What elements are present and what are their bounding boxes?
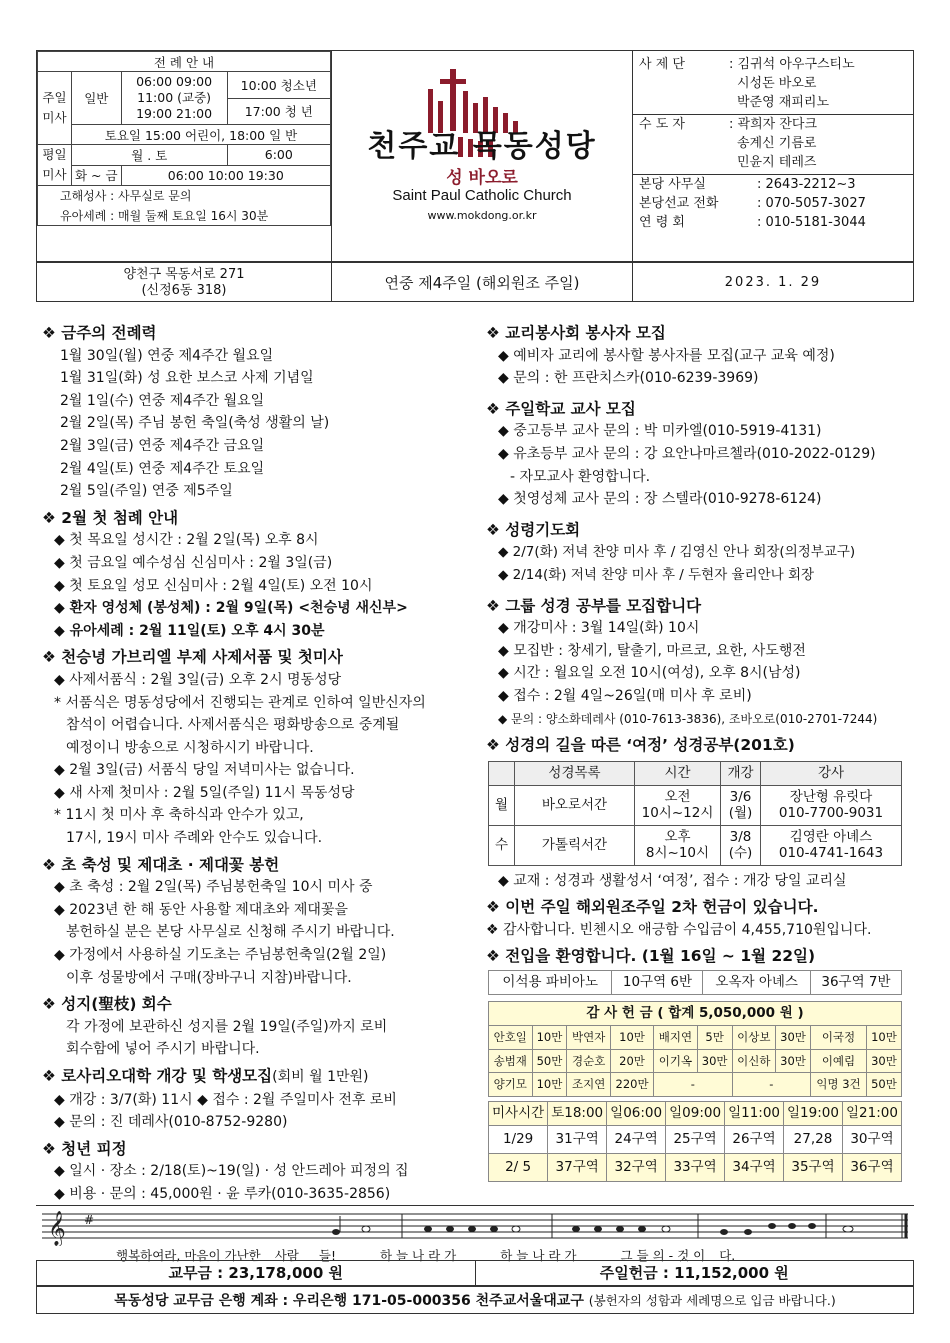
spirit-title: ❖ 성령기도회: [486, 520, 581, 539]
clergy-box: 사 제 단 : 김귀석 아우구스티노 시성돈 바오로 박준영 재피리노 수 도 자 : 곽희자 잔다크 송계신 기름로 민윤지 테레즈 본당 사무실 : 2643-2212~3 본당선교 전화 : 070-5057-3027 연 령 회 : 010-5181-3044: [632, 50, 914, 262]
infant-baptism-info: 유아세례 : 매월 둘째 토요일 16시 30분: [38, 206, 331, 226]
offering-cell: 경순호: [567, 1049, 611, 1073]
ordination-title: ❖ 천승녕 가브리엘 부제 사제서품 및 첫미사: [42, 648, 343, 667]
palm-title: ❖ 성지(聖枝) 회수: [42, 995, 172, 1014]
mass-cell: 2/ 5: [489, 1153, 548, 1181]
ordination-item: 예정이니 방송으로 시청하시기 바랍니다.: [66, 739, 314, 756]
offering-cell: 조지연: [567, 1073, 611, 1097]
welcome-table: [488, 970, 902, 995]
sun-times-3: 19:00 21:00: [136, 106, 213, 121]
bank-note: (봉헌자의 성함과 세례명으로 입금 바랍니다.): [588, 1293, 836, 1308]
liturgy-item: 2월 1일(수) 연중 제4주간 월요일: [60, 392, 265, 409]
journey-book: 바오로서간: [515, 785, 635, 825]
bible-item: ◆ 모집반 : 창세기, 탈출기, 마르코, 요한, 사도행전: [498, 642, 806, 659]
candle-item: 봉헌하실 분은 본당 사무실로 신청해 주시기 바랍니다.: [66, 924, 395, 941]
offering-cell: 30만: [776, 1049, 811, 1073]
table-row: [489, 1026, 902, 1050]
religious-1: 곽희자 잔다크: [737, 117, 817, 132]
priest-label: 사 제 단: [639, 57, 685, 72]
church-website[interactable]: www.mokdong.or.kr: [427, 209, 537, 222]
offering-cell: 30만: [697, 1049, 732, 1073]
sun-times-2: 11:00 (교중): [137, 90, 212, 105]
ordination-item: ◆ 새 사제 첫미사 : 2월 5일(주일) 11시 목동성당: [54, 784, 355, 801]
mass-header: 일11:00: [725, 1101, 784, 1125]
mass-cell: 1/29: [489, 1125, 548, 1153]
welcome-district: 36구역 7반: [810, 971, 901, 995]
journey-time: 오전: [664, 789, 691, 806]
lyric-segment: 다.: [719, 1248, 736, 1263]
journey-header: 성경목록: [515, 761, 635, 785]
svg-text:𝄞: 𝄞: [48, 1211, 66, 1246]
mass-cell: 35구역: [784, 1153, 843, 1181]
table-row: [489, 1125, 902, 1153]
journey-header: 시간: [635, 761, 721, 785]
ordination-item: 참석이 어렵습니다. 사제서품식은 평화방송으로 중계될: [66, 717, 400, 734]
offering-cell: 이기옥: [654, 1049, 698, 1073]
school-title: ❖ 주일학교 교사 모집: [486, 399, 636, 418]
catechism-item: ◆ 예비자 교리에 봉사할 봉사자를 모집(교구 교육 예정): [498, 347, 835, 364]
bank-account-info: [36, 1286, 914, 1314]
week-title: 연중 제4주일 (해외원조 주일): [332, 262, 632, 302]
mass-cell: 27,28: [784, 1125, 843, 1153]
school-item: ◆ 중고등부 교사 문의 : 박 미카엘(010-5919-4131): [498, 423, 822, 440]
palm-item: 회수함에 넣어 주시기 바랍니다.: [66, 1041, 260, 1058]
rosary-item: ◆ 문의 : 진 데레사(010-8752-9280): [54, 1114, 288, 1131]
offering-cell: 송범재: [489, 1049, 533, 1073]
mass-cell: 36구역: [842, 1153, 901, 1181]
offering-cell: 30만: [776, 1026, 811, 1050]
lyric-segment: 하 늘 나 라 가: [379, 1248, 457, 1263]
mass-schedule-table: [37, 51, 331, 226]
offering-cell: 양기모: [489, 1073, 533, 1097]
offering-cell: -: [654, 1073, 732, 1097]
saturday-note: 토요일 15:00 어린이, 18:00 일 반: [72, 125, 331, 145]
spirit-item: ◆ 2/14(화) 저녁 찬양 미사 후 / 두현자 율리안나 회장: [498, 566, 815, 583]
mission-phone: : 070-5057-3027: [757, 196, 866, 211]
mass-duty-table: [488, 1101, 902, 1182]
offering-cell: 50만: [532, 1049, 567, 1073]
lyric-segment: 행복하여라, 마음이 가난한: [116, 1248, 261, 1263]
right-column: [486, 318, 914, 1182]
journey-teacher-phone: 010-7700-9031: [778, 805, 884, 822]
journey-time: 8시~10시: [645, 845, 710, 862]
ordination-item: * 서품식은 명동성당에서 진행되는 관계로 인하여 일반신자의: [54, 694, 426, 711]
mass-header: 토18:00: [548, 1101, 607, 1125]
journey-day: 수: [489, 825, 515, 865]
rosary-item: ◆ 개강 : 3/7(화) 11시 ◆ 접수 : 2월 주일미사 전후 로비: [54, 1091, 397, 1108]
journey-time: 10시~12시: [641, 805, 714, 822]
youth-item: ◆ 일시 · 장소 : 2/18(토)~19(일) · 성 안드레아 피정의 집: [54, 1163, 409, 1180]
catechism-item: ◆ 문의 : 한 프란치스카(010-6239-3969): [498, 370, 759, 387]
school-item: ◆ 첫영성체 교사 문의 : 장 스텔라(010-9278-6124): [498, 491, 822, 508]
offering-cell: 10만: [532, 1073, 567, 1097]
offering-cell: 안호일: [489, 1026, 533, 1050]
offering-cell: -: [732, 1073, 810, 1097]
young-adult-time: 17:00 청 년: [227, 98, 330, 125]
confession-info: 고해성사 : 사무실로 문의: [38, 186, 331, 206]
mass-cell: 37구역: [548, 1153, 607, 1181]
journey-note: ◆ 교재 : 성경과 생활성서 ‘여정’, 접수 : 개강 당일 교리실: [498, 872, 847, 889]
liturgy-item: 1월 30일(월) 연중 제4주간 월요일: [60, 347, 274, 364]
address-box: [36, 262, 332, 302]
offering-cell: 20만: [610, 1049, 653, 1073]
fund-summary: [36, 1260, 914, 1286]
priest-3: 박준영 재피리노: [737, 95, 830, 110]
first-item: ◆ 첫 목요일 성시간 : 2월 2일(목) 오후 8시: [54, 532, 319, 549]
welcome-district: 10구역 6반: [612, 971, 703, 995]
music-notes-icon: [36, 1206, 914, 1246]
offering-cell: 이신하: [732, 1049, 776, 1073]
mass-header: 일19:00: [784, 1101, 843, 1125]
overseas-title: ❖ 이번 주일 해외원조주일 2차 헌금이 있습니다.: [486, 898, 819, 917]
mass-cell: 26구역: [725, 1125, 784, 1153]
journey-header: 개강: [721, 761, 761, 785]
sunday-mass-label: 미사: [42, 110, 67, 125]
bible-item: ◆ 개강미사 : 3월 14일(화) 10시: [498, 620, 700, 637]
journey-start: 3/8: [729, 829, 752, 846]
office-label: 본당 사무실: [639, 177, 706, 192]
school-item: - 자모교사 환영합니다.: [510, 468, 651, 485]
offering-cell: 이예림: [811, 1049, 867, 1073]
candle-item: ◆ 2023년 한 해 동안 사용할 제대초와 제대꽃을: [54, 901, 348, 918]
address-line-1: 양천구 목동서로 271: [123, 267, 245, 282]
offering-cell: 10만: [866, 1026, 901, 1050]
journey-book: 가톨릭서간: [515, 825, 635, 865]
mass-cell: 31구역: [548, 1125, 607, 1153]
priest-1: 김귀석 아우구스티노: [737, 57, 855, 72]
candle-title: ❖ 초 축성 및 제대초 · 제대꽃 봉헌: [42, 855, 280, 874]
religious-label: 수 도 자: [639, 117, 685, 132]
youth-retreat-title: ❖ 청년 피정: [42, 1139, 127, 1158]
liturgy-item: 2월 3일(금) 연중 제4주간 금요일: [60, 437, 265, 454]
religious-2: 송계신 기름로: [737, 136, 817, 151]
office-phone: : 2643-2212~3: [757, 177, 856, 192]
mass-cell: 33구역: [666, 1153, 725, 1181]
thanks-text: ❖ 감사합니다. 빈첸시오 애긍함 수입금이 4,455,710원입니다.: [486, 921, 872, 938]
mass-cell: 30구역: [842, 1125, 901, 1153]
journey-time: 오후: [664, 829, 691, 846]
tue-fri-times: 06:00 10:00 19:30: [121, 165, 330, 186]
mon-sat-time: 6:00: [227, 145, 330, 166]
mass-header: 일21:00: [842, 1101, 901, 1125]
first-item: ◆ 첫 금요일 예수성심 신심미사 : 2월 3일(금): [54, 554, 333, 571]
journey-table: [488, 761, 902, 866]
church-patron: 성 바오로: [446, 168, 518, 188]
weekday-label: 평일: [42, 147, 67, 162]
offering-cell: 익명 3건: [811, 1073, 867, 1097]
mass-header: 미사시간: [489, 1101, 548, 1125]
offering-cell: 박연자: [567, 1026, 611, 1050]
liturgy-item: 2월 4일(토) 연중 제4주간 토요일: [60, 460, 265, 477]
mass-schedule-box: [36, 50, 332, 262]
lyric-segment: 사람: [274, 1248, 299, 1263]
table-row: [489, 825, 902, 865]
bulletin-page: [36, 50, 914, 1314]
lyric-segment: 그 들 의 - 것 이: [620, 1248, 706, 1263]
sunday-label: 주일: [42, 90, 67, 105]
table-row: [489, 1153, 902, 1181]
lyric-segment: 들!: [318, 1248, 336, 1263]
journey-start: (월): [728, 805, 753, 822]
mass-cell: 24구역: [607, 1125, 666, 1153]
youth-label: 연 령 회: [639, 215, 685, 230]
table-row: [489, 785, 902, 825]
journey-day: 월: [489, 785, 515, 825]
mass-cell: 32구역: [607, 1153, 666, 1181]
mon-sat-label: 월 . 토: [72, 145, 228, 166]
offering-cell: 50만: [866, 1073, 901, 1097]
church-logo-box: [332, 50, 632, 262]
offering-title: 감 사 헌 금 ( 합계 5,050,000 원 ): [489, 1002, 902, 1026]
offering-cell: 5만: [697, 1026, 732, 1050]
candle-item: ◆ 가정에서 사용하실 기도초는 주님봉헌축일(2월 2일): [54, 947, 387, 964]
address-line-2: (신정6동 318): [141, 283, 227, 298]
ordination-item: ◆ 사제서품식 : 2월 3일(금) 오후 2시 명동성당: [54, 671, 342, 688]
journey-teacher: 장난형 유릿다: [789, 789, 873, 806]
rosary-title-sub: (회비 월 1만원): [272, 1069, 369, 1085]
journey-title: ❖ 성경의 길을 따른 ‘여정’ 성경공부(201호): [486, 736, 795, 755]
liturgy-item: 2월 2일(목) 주님 봉헌 축일(축성 생활의 날): [60, 415, 330, 432]
fund-amount: 교무금 : 23,178,000 원: [37, 1261, 476, 1285]
journey-teacher-phone: 010-4741-1643: [778, 845, 884, 862]
catechism-title: ❖ 교리봉사회 봉사자 모집: [486, 324, 666, 342]
priest-2: 시성돈 바오로: [737, 76, 817, 91]
first-item: ◆ 첫 토요일 성모 신심미사 : 2월 4일(토) 오전 10시: [54, 577, 373, 594]
table-row: [489, 1073, 902, 1097]
welcome-name: 오옥자 아녜스: [703, 971, 810, 995]
bulletin-date: 2023. 1. 29: [632, 262, 914, 302]
first-item: ◆ 환자 영성체 (봉성체) : 2월 9일(목) <천승녕 새신부>: [54, 600, 408, 617]
youth-item: ◆ 비용 · 문의 : 45,000원 · 윤 루카(010-3635-2856): [54, 1185, 391, 1202]
bank-account: 목동성당 교무금 은행 계좌 : 우리은행 171-05-000356 천주교서울대교구: [114, 1293, 584, 1309]
journey-header: [489, 761, 515, 785]
bible-item: ◆ 접수 : 2월 4일~26일(매 미사 후 로비): [498, 687, 752, 704]
candle-item: 이후 성물방에서 구매(장바구니 지참)바랍니다.: [66, 969, 352, 986]
youth-phone: : 010-5181-3044: [757, 215, 866, 230]
music-staff: [36, 1205, 914, 1265]
general-label: 일반: [72, 72, 122, 125]
mass-header: 일09:00: [666, 1101, 725, 1125]
offering-table: [488, 1001, 902, 1097]
liturgy-item: 1월 31일(화) 성 요한 보스코 사제 기념일: [60, 370, 314, 387]
candle-item: ◆ 초 축성 : 2월 2일(목) 주님봉헌축일 10시 미사 중: [54, 879, 373, 896]
weekday-mass-label: 미사: [42, 167, 67, 182]
bible-title: ❖ 그룹 성경 공부를 모집합니다: [486, 596, 702, 615]
mass-cell: 34구역: [725, 1153, 784, 1181]
table-row: [489, 1049, 902, 1073]
lyric-segment: 하 늘 나 라 가: [500, 1248, 577, 1263]
mass-cell: 25구역: [666, 1125, 725, 1153]
rosary-title: ❖ 로사리오대학 개강 및 학생모집: [42, 1067, 273, 1085]
offering-cell: 220만: [610, 1073, 653, 1097]
school-item: ◆ 유초등부 교사 문의 : 강 요안나마르첼라(010-2022-0129): [498, 445, 876, 462]
mass-header: 일06:00: [607, 1101, 666, 1125]
bible-item: ◆ 문의 : 양소화데레사 (010-7613-3836), 조바오로(010-2701-7244): [498, 711, 878, 726]
offering-cell: 10만: [610, 1026, 653, 1050]
tue-fri-label: 화 ~ 금: [72, 165, 122, 186]
offering-cell: 30만: [866, 1049, 901, 1073]
left-column: [42, 318, 482, 1206]
spirit-item: ◆ 2/7(화) 저녁 찬양 미사 후 / 김영신 안나 회장(의정부교구): [498, 544, 856, 561]
welcome-title: ❖ 전입을 환영합니다. (1월 16일 ~ 1월 22일): [486, 947, 816, 966]
ordination-item: * 11시 첫 미사 후 축하식과 안수가 있고,: [54, 807, 304, 824]
bible-item: ◆ 시간 : 월요일 오전 10시(여성), 오후 8시(남성): [498, 665, 801, 682]
offering-cell: 이국정: [811, 1026, 867, 1050]
sun-times-1: 06:00 09:00: [136, 74, 213, 89]
religious-3: 민윤지 테레즈: [737, 155, 817, 170]
journey-start: (수): [728, 845, 753, 862]
palm-item: 각 가정에 보관하신 성지를 2월 19일(주일)까지 로비: [66, 1018, 388, 1035]
mass-guide-title: 전 례 안 내: [38, 52, 331, 72]
liturgy-title: ❖ 금주의 전례력: [42, 324, 157, 342]
svg-text:#: #: [84, 1213, 95, 1227]
ordination-item: 17시, 19시 미사 주례와 안수도 있습니다.: [66, 830, 323, 847]
journey-teacher: 김영란 아녜스: [789, 829, 873, 846]
offering-cell: 이상보: [732, 1026, 776, 1050]
church-name: 천주교 목동성당: [367, 129, 597, 164]
first-item: ◆ 유아세례 : 2월 11일(토) 오후 4시 30분: [54, 622, 325, 639]
first-friday-title: ❖ 2월 첫 첨례 안내: [42, 508, 179, 527]
journey-header: 강사: [761, 761, 902, 785]
offering-cell: 배지연: [654, 1026, 698, 1050]
ordination-item: ◆ 2월 3일(금) 서품식 당일 저녁미사는 없습니다.: [54, 762, 355, 779]
mission-label: 본당선교 전화: [639, 196, 719, 211]
offering-cell: 10만: [532, 1026, 567, 1050]
youth-time: 10:00 청소년: [227, 72, 330, 99]
sunday-offering-amount: 주일헌금 : 11,152,000 원: [599, 1264, 789, 1282]
liturgy-item: 2월 5일(주일) 연중 제5주일: [60, 483, 233, 500]
welcome-name: 이석용 파비아노: [489, 971, 612, 995]
journey-start: 3/6: [729, 789, 752, 806]
church-english-name: Saint Paul Catholic Church: [392, 187, 572, 204]
